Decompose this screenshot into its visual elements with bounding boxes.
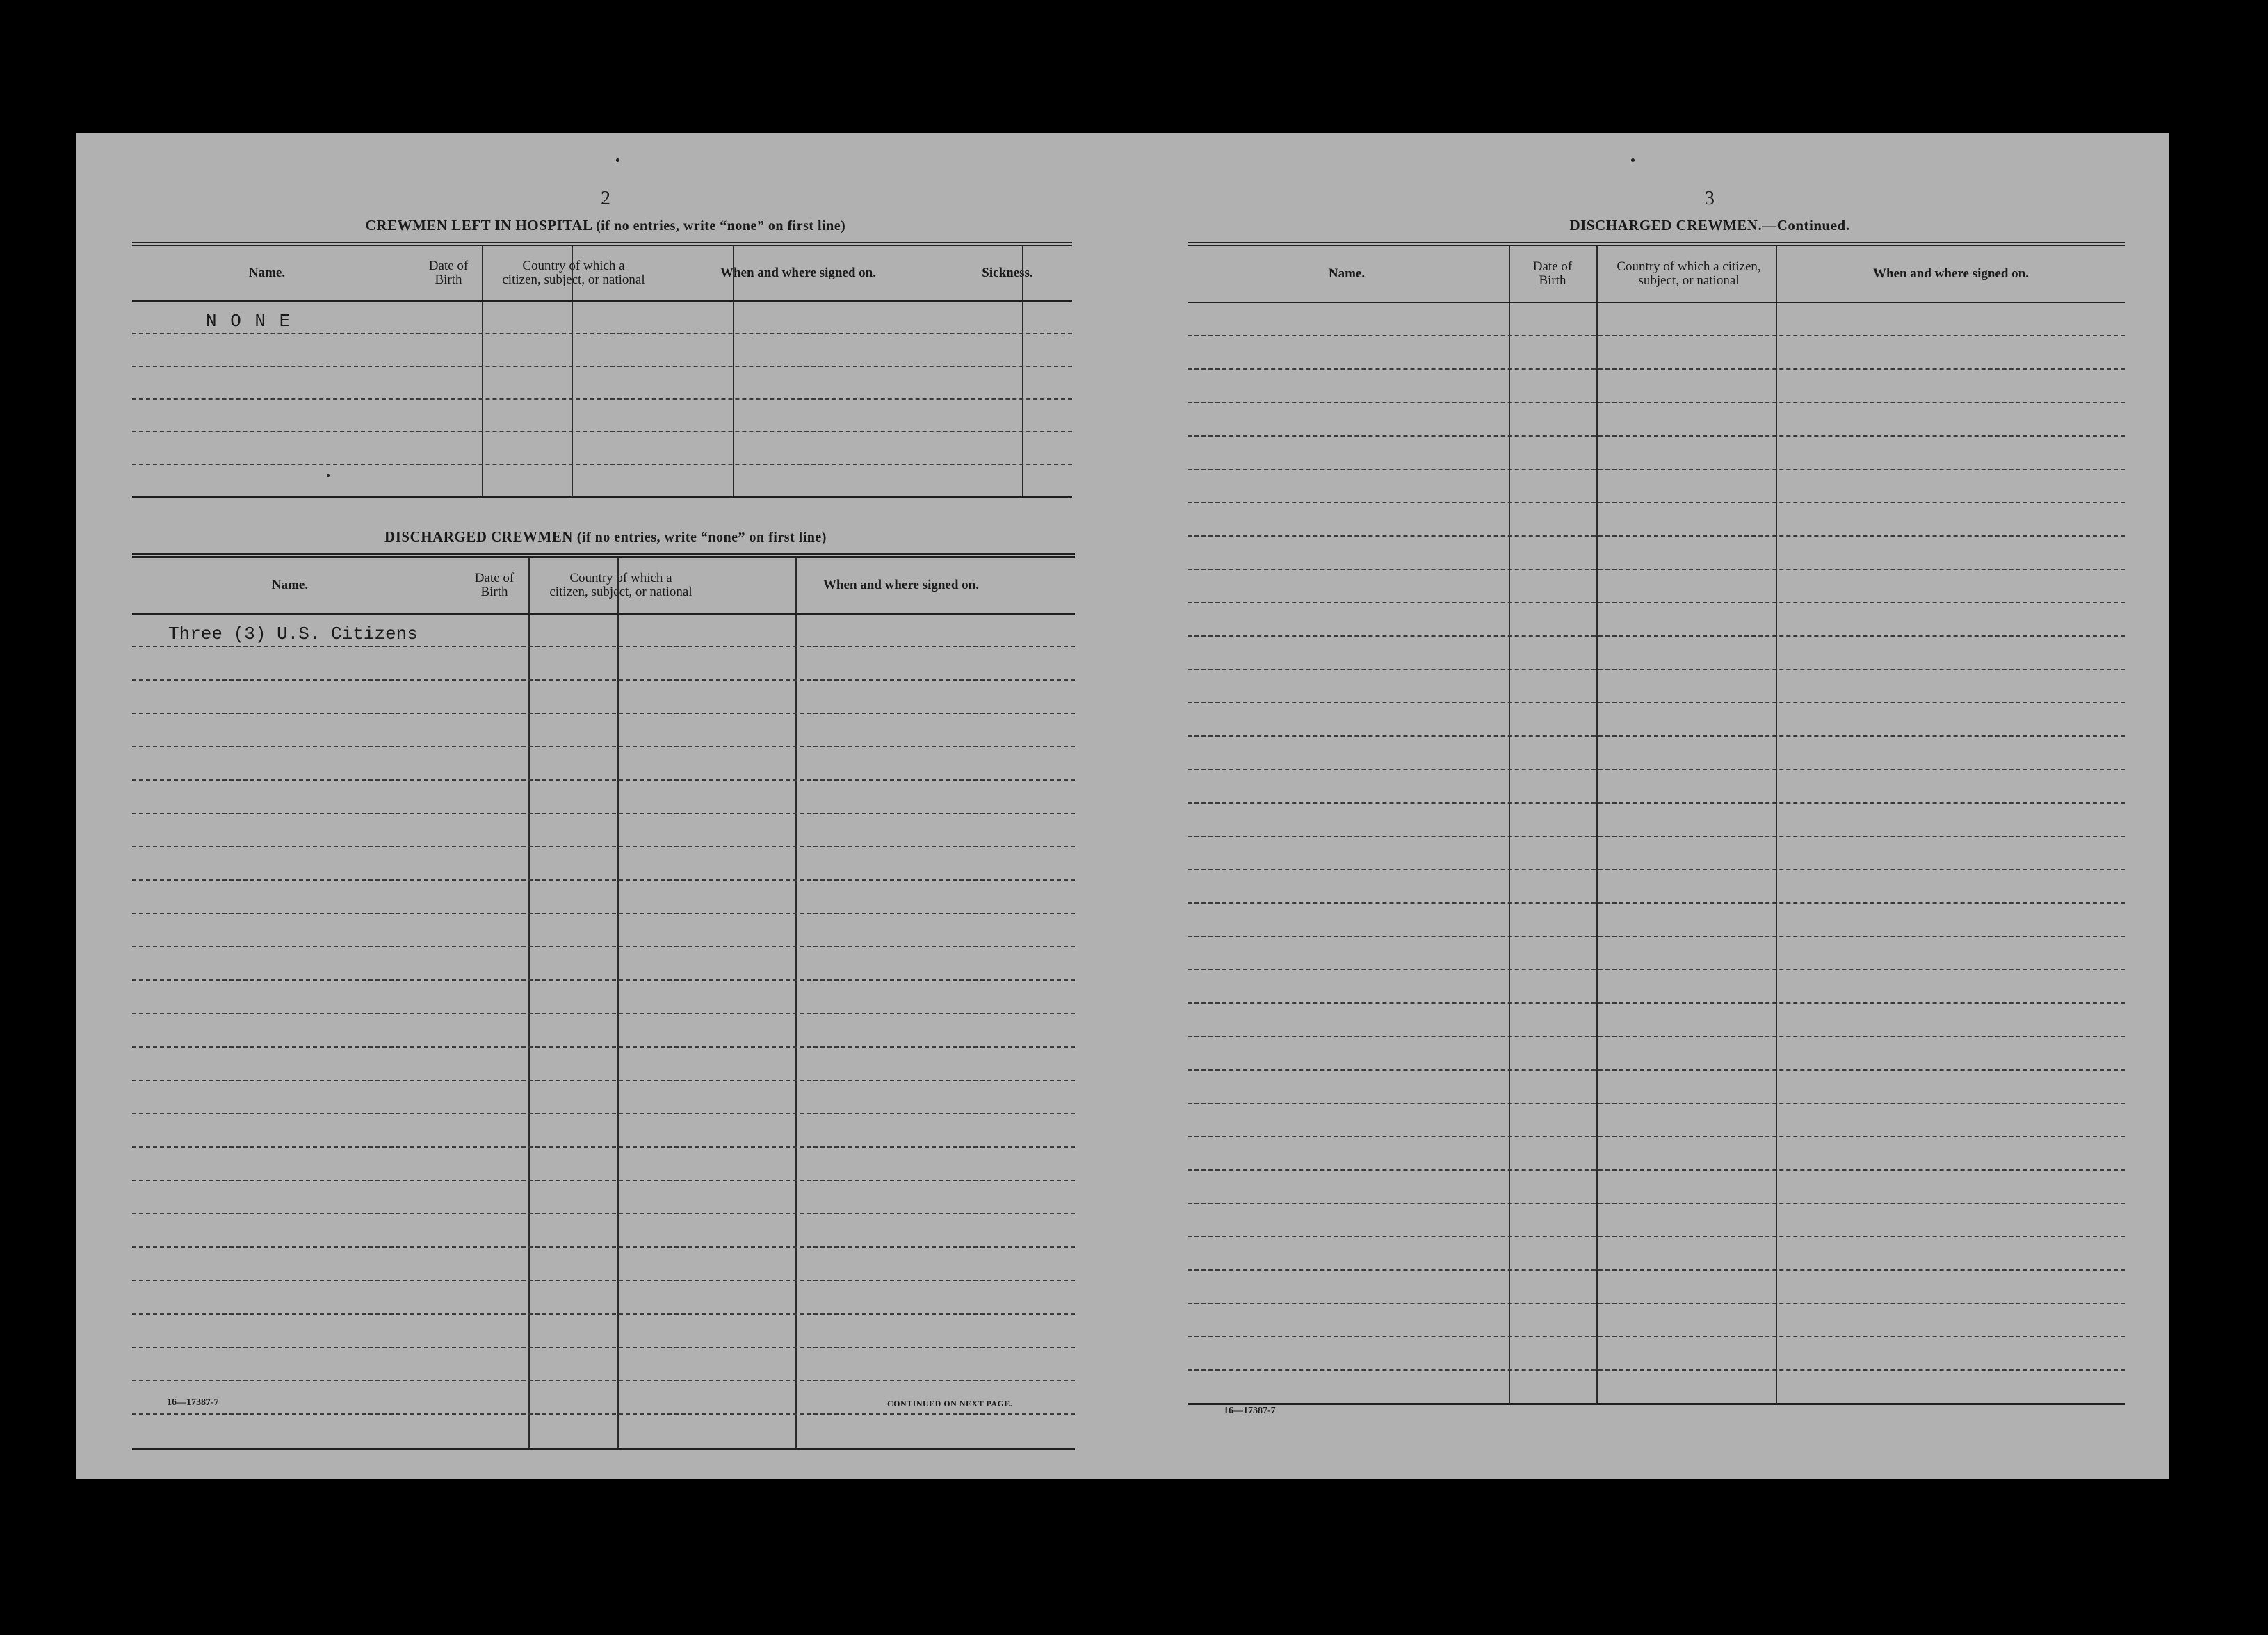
table-row [1188, 1271, 2125, 1304]
form-number: 16—17387-7 [167, 1397, 219, 1408]
table-row [132, 914, 1075, 947]
table-row [132, 881, 1075, 914]
table-row [132, 1114, 1075, 1148]
table-row [1188, 870, 2125, 904]
table-row [1188, 570, 2125, 603]
table-row [1188, 1237, 2125, 1271]
table-row [132, 747, 1075, 781]
table-row [1188, 503, 2125, 537]
table-row [1188, 770, 2125, 804]
table-row [1188, 403, 2125, 437]
discharged-title-main: DISCHARGED CREWMEN [384, 528, 573, 545]
table-row [132, 714, 1075, 747]
discharged-continued-table [1188, 242, 2125, 1405]
table-row [132, 367, 1072, 400]
col-header-date-of-birth: Date of Birth [474, 571, 515, 599]
page-2 [132, 133, 1079, 1479]
col-header-country: Country of which a citizen, subject, or national [1617, 259, 1761, 288]
table-row [1188, 437, 2125, 470]
discharged-section-title [132, 528, 1079, 546]
table-row [132, 615, 1075, 647]
table-row [1188, 637, 2125, 670]
col-header-country: Country of which a citizen, subject, or national [549, 571, 692, 599]
hospital-entry-none: N O N E [206, 311, 292, 332]
table-row [132, 465, 1072, 498]
discharged-continued-header [1188, 246, 2125, 303]
col-header-name: Name. [271, 578, 309, 592]
table-row [1188, 1337, 2125, 1371]
table-row [132, 1214, 1075, 1248]
hospital-section-title [132, 217, 1079, 234]
table-row [132, 432, 1072, 465]
table-row [132, 1014, 1075, 1048]
table-row [1188, 336, 2125, 370]
table-row [1188, 370, 2125, 403]
hospital-title-main: CREWMEN LEFT IN HOSPITAL [365, 217, 592, 234]
table-row [1188, 1204, 2125, 1237]
col-header-date-of-birth: Date of Birth [1532, 259, 1573, 288]
hospital-table-body [132, 302, 1072, 498]
scan-speck [1631, 158, 1635, 162]
table-row [1188, 703, 2125, 737]
table-row [132, 400, 1072, 432]
table-row [132, 334, 1072, 367]
table-row [1188, 970, 2125, 1004]
table-row [1188, 1304, 2125, 1337]
table-row [1188, 537, 2125, 570]
page-3 [1188, 133, 2135, 1479]
col-header-signed-on: When and where signed on. [823, 578, 979, 592]
page-number: 2 [601, 188, 610, 209]
table-row [1188, 1171, 2125, 1204]
table-row [132, 847, 1075, 881]
table-row [1188, 1071, 2125, 1104]
discharged-continued-title: DISCHARGED CREWMEN.—Continued. [1569, 217, 1850, 234]
table-row [1188, 303, 2125, 336]
table-row [132, 1381, 1075, 1415]
table-row [132, 1181, 1075, 1214]
hospital-table [132, 242, 1072, 498]
table-row [1188, 1037, 2125, 1071]
table-row [132, 1281, 1075, 1315]
table-row [1188, 603, 2125, 637]
table-row [132, 1348, 1075, 1381]
discharged-table-body [132, 615, 1075, 1450]
col-header-signed-on: When and where signed on. [720, 266, 876, 280]
table-row [132, 681, 1075, 714]
col-header-date-of-birth: Date of Birth [428, 259, 469, 287]
table-row [132, 814, 1075, 847]
table-row [1188, 1004, 2125, 1037]
table-row [1188, 1137, 2125, 1171]
form-number: 16—17387-7 [1224, 1406, 1276, 1416]
discharged-title-instructions: (if no entries, write “none” on first line) [576, 530, 827, 545]
table-row [132, 1048, 1075, 1081]
table-row [132, 1148, 1075, 1181]
table-row [1188, 1104, 2125, 1137]
table-row [1188, 1371, 2125, 1405]
table-row [1188, 470, 2125, 503]
table-row [1188, 737, 2125, 770]
discharged-table-header [132, 558, 1075, 615]
table-row [1188, 904, 2125, 937]
document-sheet [76, 133, 2169, 1479]
table-row [132, 981, 1075, 1014]
table-row [132, 947, 1075, 981]
col-header-name: Name. [1328, 266, 1366, 281]
table-row [1188, 837, 2125, 870]
discharged-continued-body [1188, 303, 2125, 1405]
scan-speck [327, 474, 330, 477]
hospital-table-header [132, 246, 1072, 302]
table-row [1188, 670, 2125, 703]
page-number: 3 [1705, 188, 1715, 209]
table-row [1188, 804, 2125, 837]
continued-note: CONTINUED ON NEXT PAGE. [887, 1399, 1013, 1408]
table-row [132, 1415, 1075, 1450]
table-row [132, 302, 1072, 334]
table-row [132, 647, 1075, 681]
table-row [132, 1248, 1075, 1281]
scan-speck [616, 158, 619, 162]
col-header-signed-on: When and where signed on. [1872, 266, 2029, 281]
col-header-sickness: Sickness. [982, 266, 1033, 280]
hospital-title-instructions: (if no entries, write “none” on first line) [596, 218, 846, 234]
discharged-table [132, 553, 1075, 1450]
table-row [132, 1315, 1075, 1348]
table-row [132, 1081, 1075, 1114]
col-header-country: Country of which a citizen, subject, or national [502, 259, 645, 287]
table-row [1188, 937, 2125, 970]
col-header-name: Name. [248, 266, 286, 280]
table-row [132, 781, 1075, 814]
discharged-entry: Three (3) U.S. Citizens [168, 624, 418, 644]
